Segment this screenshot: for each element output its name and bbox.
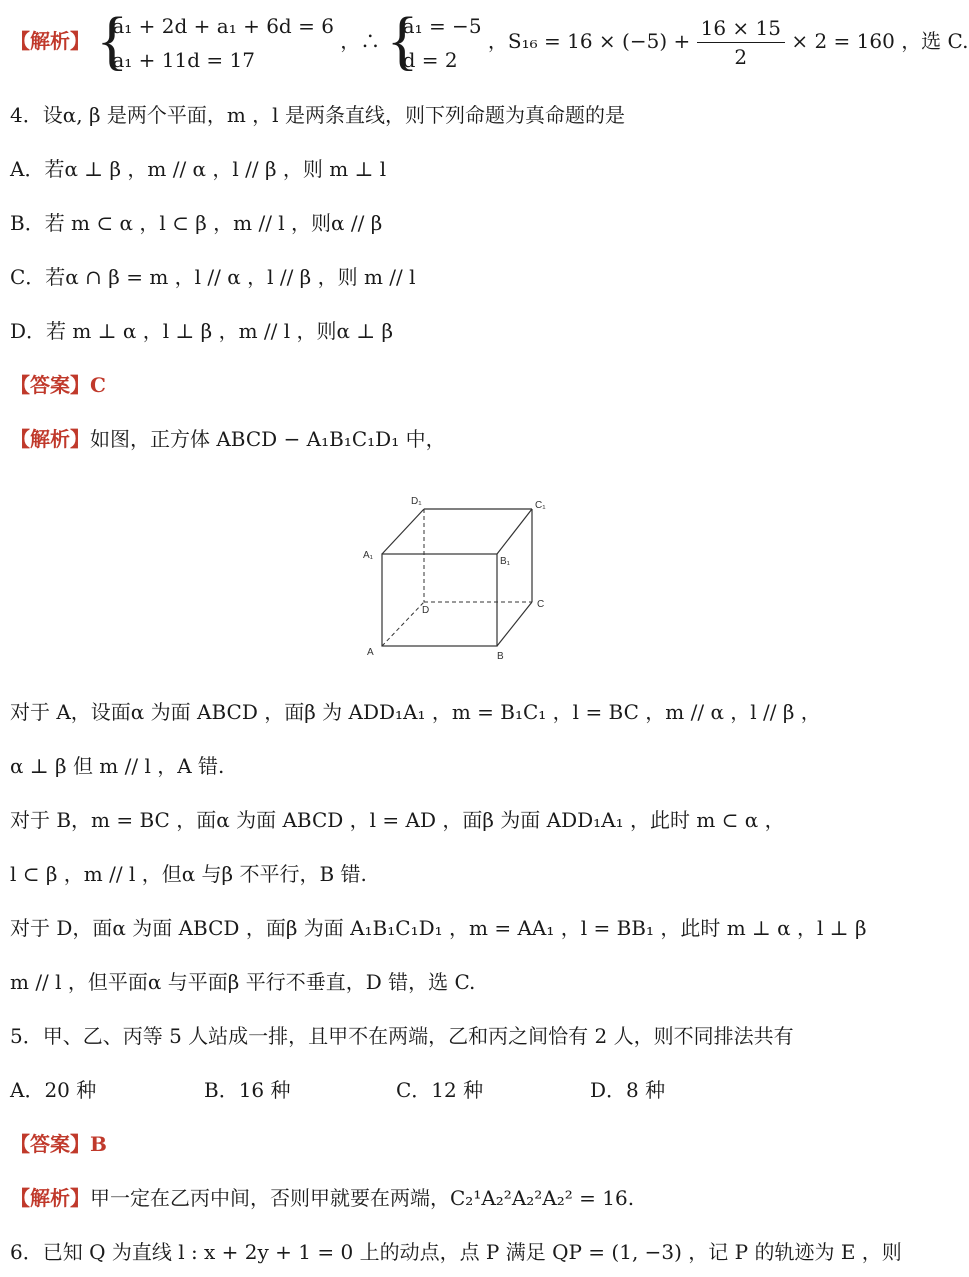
prev-analysis-line — [10, 3, 969, 77]
q6-stem: 6．已知 Q 为直线 l : x + 2y + 1 = 0 上的动点，点 P 满足 QP = (1, −3) ，记 P 的轨迹为 E ，则 — [10, 1240, 902, 1264]
cube-front-face — [382, 554, 497, 646]
q5-stem: 5．甲、乙、丙等 5 人站成一排，且甲不在两端，乙和丙之间恰有 2 人，则不同排法共有 — [10, 1024, 794, 1048]
q5-option-b: B．16 种 — [204, 1078, 291, 1102]
q4-analysis — [10, 424, 898, 454]
label-b1: B₁ — [500, 556, 511, 567]
analysis-para-d-2: m // l ，但平面α 与平面β 平行不垂直，D 错，选 C. — [10, 970, 476, 994]
q4-option-b: B．若 m ⊂ α ，l ⊂ β ，m // l ，则α // β — [10, 211, 383, 235]
label-a1: A₁ — [363, 550, 374, 561]
system-eq2: a₁ + 11d = 17 — [112, 47, 255, 72]
label-d1: D₁ — [411, 496, 422, 507]
label-d: D — [422, 605, 430, 616]
sum-formula: ，S₁₆ = 16 × (−5) + — [487, 29, 697, 53]
therefore: ，∴ — [340, 29, 381, 53]
cube-figure — [355, 492, 565, 667]
fraction — [697, 14, 785, 71]
analysis-tag: 【解析】 — [10, 427, 90, 451]
q5-analysis — [10, 1183, 898, 1213]
q5-option-a: A．20 种 — [10, 1078, 97, 1102]
solution-eq2: d = 2 — [402, 47, 458, 72]
analysis-tag: 【解析】 — [10, 29, 90, 53]
label-a: A — [367, 647, 374, 658]
equation-system: { a₁ + 2d + a₁ + 6d = 6 a₁ + 11d = 17 — [96, 3, 334, 77]
analysis-para-a-1: 对于 A，设面α 为面 ABCD ，面β 为 ADD₁A₁ ，m = B₁C₁ ，l = BC ，m // α ，l // β ， — [10, 700, 821, 724]
q4-option-a: A．若α ⊥ β ，m // α ，l // β ，则 m ⊥ l — [10, 157, 387, 181]
q4-option-c: C．若α ∩ β = m ，l // α ，l // β ，则 m // l — [10, 265, 416, 289]
answer-value: B — [90, 1132, 107, 1156]
answer-value: C — [90, 373, 106, 397]
label-b: B — [497, 651, 504, 662]
q5-option-c: C．12 种 — [396, 1078, 484, 1102]
q5-option-d: D．8 种 — [590, 1078, 666, 1102]
q5-answer — [10, 1129, 898, 1159]
analysis-tag: 【解析】 — [10, 1186, 90, 1210]
analysis-para-b-2: l ⊂ β ，m // l ，但α 与β 不平行，B 错. — [10, 862, 367, 886]
label-c: C — [537, 599, 545, 610]
q4-stem: 4．设α, β 是两个平面，m ，l 是两条直线，则下列命题为真命题的是 — [10, 103, 625, 127]
analysis-para-a-2: α ⊥ β 但 m // l ，A 错. — [10, 754, 225, 778]
analysis-para-d-1: 对于 D，面α 为面 ABCD ，面β 为面 A₁B₁C₁D₁ ，m = AA₁ ，l = BB₁ ，此时 m ⊥ α ，l ⊥ β — [10, 916, 867, 940]
answer-tag: 【答案】 — [10, 1132, 90, 1156]
solution-eq1: a₁ = −5 — [402, 13, 482, 38]
fraction-numerator: 16 × 15 — [697, 14, 785, 43]
sum-result: × 2 = 160 ，选 C. — [791, 29, 969, 53]
answer-tag: 【答案】 — [10, 373, 90, 397]
label-c1: C₁ — [535, 500, 546, 511]
analysis-text: 甲一定在乙丙中间，否则甲就要在两端，C₂¹A₂²A₂²A₂² = 16. — [90, 1186, 635, 1210]
system-eq1: a₁ + 2d + a₁ + 6d = 6 — [112, 13, 334, 38]
q4-option-d: D．若 m ⊥ α ，l ⊥ β ，m // l ，则α ⊥ β — [10, 319, 394, 343]
q4-answer — [10, 370, 898, 400]
analysis-text: 如图，正方体 ABCD − A₁B₁C₁D₁ 中， — [90, 427, 446, 451]
fraction-denominator: 2 — [734, 45, 748, 69]
solution-system: { a₁ = −5 d = 2 — [386, 3, 482, 77]
analysis-para-b-1: 对于 B，m = BC ，面α 为面 ABCD ，l = AD ，面β 为面 ADD₁A₁ ，此时 m ⊂ α ， — [10, 808, 785, 832]
